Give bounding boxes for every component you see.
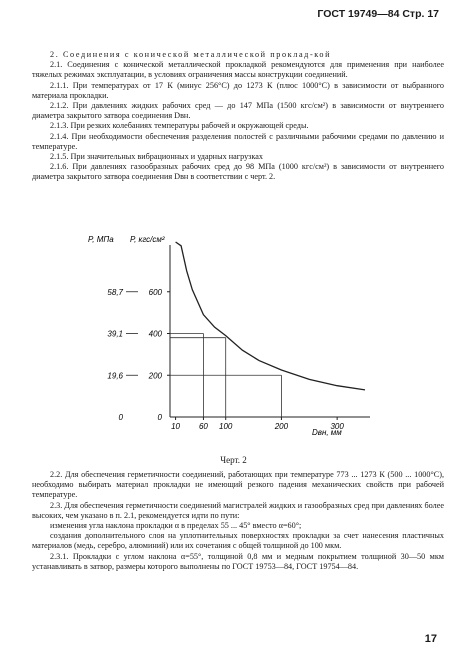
page-header xyxy=(317,8,439,20)
paragraph-2-2: 2.2. Для обеспечения герметичности соединений, работающих при температуре 773 ... 1273 К (500 ... 1000°С), необходимо выбирать материал прокладки не имеющий резкого падения механических свойств при рабочей температуре. xyxy=(32,470,444,500)
text-block-bottom xyxy=(32,470,444,572)
paragraph-2-3-a: изменения угла наклона прокладки α в пределах 55 ... 45° вместо α=60°; xyxy=(50,521,302,531)
x-tick-label: 10 xyxy=(171,422,181,431)
paragraph-2-1-5: 2.1.5. При значительных вибрационных и ударных нагрузках xyxy=(50,152,263,162)
x-tick-label: 100 xyxy=(219,422,233,431)
x-tick-label: 300 xyxy=(330,422,344,431)
chart-series-curve xyxy=(176,242,365,390)
page-number: 17 xyxy=(424,633,437,645)
y-axis-label-kgf: Р, кгс/см² xyxy=(130,235,165,244)
y-tick-label-kgf: 400 xyxy=(148,329,162,339)
text-block-top xyxy=(32,50,444,183)
paragraph-2-3: 2.3. Для обеспечения герметичности соединений магистралей жидких и газообразных сред при давлениях более высоких, чем указано в п. 2.1, рекомендуется идти по пути: xyxy=(32,500,444,520)
page-reference: Стр. 17 xyxy=(402,8,439,20)
paragraph-2-1-2: 2.1.2. При давлениях жидких рабочих сред — до 147 МПа (1500 кгс/см²) в зависимости от внутреннего диаметра закрытого затвора соединения Dвн. xyxy=(32,101,444,121)
y-tick-label-mpa: 39,1 xyxy=(107,329,123,339)
paragraph-2-1: 2.1. Соединения с конической металлической прокладкой рекомендуются для применения при наиболее тяжелых режимах эксплуатации, в условиях ограничения массы конструкции соединений. xyxy=(32,60,444,80)
y-tick-label-mpa: 58,7 xyxy=(107,287,123,297)
chart-axes xyxy=(170,245,370,417)
paragraph-2-1-6: 2.1.6. При давлениях газообразных рабочих сред до 98 МПа (1000 кгс/см²) в зависимости от внутреннего диаметра закрытого затвора соединения Dвн в соответствии с черт. 2. xyxy=(32,162,444,182)
paragraph-2-1-4: 2.1.4. При необходимости обеспечения разделения полостей с различными рабочими средами по давлению и температуре. xyxy=(32,131,444,151)
paragraph-2-3-b: создания дополнительного слоя на уплотнительных поверхностях прокладки за счет нанесения пластичных материалов (медь, серебро, алюминий) или их сочетания с общей толщиной до 100 мкм. xyxy=(32,531,444,551)
x-tick-label: 60 xyxy=(198,422,208,431)
y-tick-label-kgf: 200 xyxy=(148,371,162,381)
y-tick-label-mpa: 19,6 xyxy=(107,371,123,381)
chart-guides xyxy=(170,334,281,418)
x-tick-label: 200 xyxy=(274,422,289,431)
section-heading: 2. Соединения с конической металлической проклад-кой xyxy=(50,50,332,59)
paragraph-2-3-1: 2.3.1. Прокладки с углом наклона α=55°, толщиной 0,8 мм и медным покрытием толщиной 30—50 мкм устанавливать в затвор, размеры которого выполнены по ГОСТ 19753—84, ГОСТ 19754—84. xyxy=(32,551,444,571)
y-tick-label-mpa: 0 xyxy=(118,413,123,422)
y-tick-label-kgf: 0 xyxy=(157,413,162,422)
y-axis-label-mpa: P, МПа xyxy=(88,235,114,244)
pressure-diameter-chart xyxy=(80,232,380,447)
standard-number: ГОСТ 19749—84 xyxy=(317,8,400,20)
x-axis-label: Dвн, мм xyxy=(312,428,342,437)
paragraph-2-1-3: 2.1.3. При резких колебаниях температуры рабочей и окружающей среды. xyxy=(50,121,309,131)
y-tick-label-kgf: 600 xyxy=(148,287,162,297)
figure-caption: Черт. 2 xyxy=(220,455,247,465)
paragraph-2-1-1: 2.1.1. При температурах от 17 К (минус 256°С) до 1273 К (плюс 1000°С) в зависимости от выбранного материала прокладки. xyxy=(32,80,444,100)
